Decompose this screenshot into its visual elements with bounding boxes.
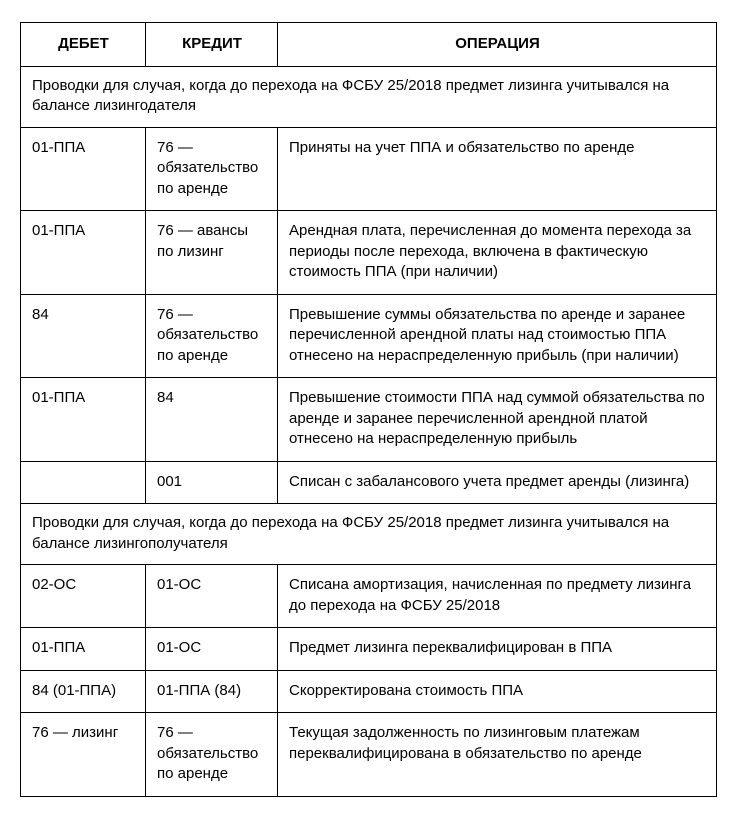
- section-title: Проводки для случая, когда до перехода на ФСБУ 25/2018 предмет лизинга учитывался на балансе лизингодателя: [21, 66, 717, 127]
- cell-operation: Списана амортизация, начисленная по предмету лизинга до перехода на ФСБУ 25/2018: [278, 565, 717, 628]
- table-row: [21, 713, 717, 797]
- cell-credit: 01-ОС: [146, 565, 278, 628]
- cell-credit: 76 — авансы по лизинг: [146, 211, 278, 295]
- header-credit: КРЕДИТ: [146, 23, 278, 67]
- cell-debit: 84: [21, 294, 146, 378]
- cell-operation: Скорректирована стоимость ППА: [278, 670, 717, 713]
- cell-operation: Превышение суммы обязательства по аренде и заранее перечисленной арендной платы над стоимостью ППА отнесено на нераспределенную прибыль (при наличии): [278, 294, 717, 378]
- table-row: [21, 628, 717, 671]
- section-title: Проводки для случая, когда до перехода на ФСБУ 25/2018 предмет лизинга учитывался на балансе лизингополучателя: [21, 504, 717, 565]
- cell-debit: 76 — лизинг: [21, 713, 146, 797]
- cell-operation: Предмет лизинга переквалифицирован в ППА: [278, 628, 717, 671]
- table-row: [21, 211, 717, 295]
- cell-credit: 84: [146, 378, 278, 462]
- cell-operation: Превышение стоимости ППА над суммой обязательства по аренде и заранее перечисленной арендной платой отнесено на нераспределенную прибыль: [278, 378, 717, 462]
- cell-credit: 01-ОС: [146, 628, 278, 671]
- cell-credit: 01-ППА (84): [146, 670, 278, 713]
- cell-debit: 01-ППА: [21, 628, 146, 671]
- postings-table: [20, 22, 717, 797]
- cell-operation: Текущая задолженность по лизинговым платежам переквалифицирована в обязательство по аренде: [278, 713, 717, 797]
- table-row: [21, 670, 717, 713]
- cell-debit: 84 (01-ППА): [21, 670, 146, 713]
- cell-credit: 76 — обязательство по аренде: [146, 713, 278, 797]
- cell-credit: 76 — обязательство по аренде: [146, 294, 278, 378]
- header-operation: ОПЕРАЦИЯ: [278, 23, 717, 67]
- cell-debit: [21, 461, 146, 504]
- cell-credit: 76 — обязательство по аренде: [146, 127, 278, 211]
- cell-debit: 01-ППА: [21, 127, 146, 211]
- cell-operation: Арендная плата, перечисленная до момента перехода за периоды после перехода, включена в фактическую стоимость ППА (при наличии): [278, 211, 717, 295]
- table-row: [21, 294, 717, 378]
- table-row: [21, 461, 717, 504]
- cell-credit: 001: [146, 461, 278, 504]
- header-row: [21, 23, 717, 67]
- table-row: [21, 378, 717, 462]
- header-debit: ДЕБЕТ: [21, 23, 146, 67]
- cell-debit: 01-ППА: [21, 378, 146, 462]
- cell-operation: Списан с забалансового учета предмет аренды (лизинга): [278, 461, 717, 504]
- section-row: [21, 66, 717, 127]
- table-row: [21, 565, 717, 628]
- table-row: [21, 127, 717, 211]
- cell-operation: Приняты на учет ППА и обязательство по аренде: [278, 127, 717, 211]
- cell-debit: 02-ОС: [21, 565, 146, 628]
- section-row: [21, 504, 717, 565]
- cell-debit: 01-ППА: [21, 211, 146, 295]
